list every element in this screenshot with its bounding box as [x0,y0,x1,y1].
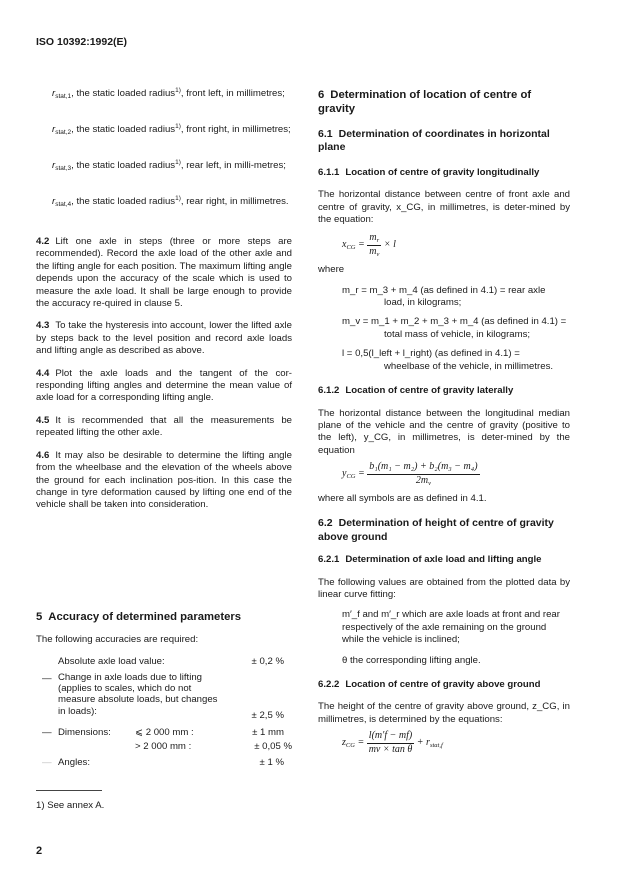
definition-item [36,88,292,124]
accuracy-value: ± 0,05 % [254,741,292,752]
eq-tail: + r [416,737,430,749]
eq-subscript: CG [346,473,356,481]
accuracy-table [36,656,292,776]
section-6-heading [318,88,570,116]
definition-item [36,196,292,232]
eq-numerator: b₁(m₁ − m₂) + b₂(m₃ − m₄) [367,461,479,474]
eq-equals: = [357,468,365,480]
list-item: m′_f and m′_r which are axle loads at front and rear respectively of the axle remaining on the ground while the vehicle is inclined; [342,609,560,646]
eq-symbol: m [369,232,377,244]
list-dash: — [42,673,52,684]
paragraph-text: To take the hysteresis into account, lower the lifted axle by steps back to the level position and record axle loads and lifting angle as described as above. [36,320,292,357]
eq-fraction [367,461,479,487]
def-symbol: r [52,124,56,135]
def-text: , rear left, in milli-metres; [180,160,286,171]
section-6-2-1-text: The following values are obtained from the plotted data by linear curve fitting: [318,576,570,600]
where-definition-cont: total mass of vehicle, in kilograms; [384,328,531,340]
def-text: , front left, in millimetres; [180,88,285,99]
def-subscript: stat,3 [55,165,72,172]
eq-numerator: l(m′f − mf) [367,730,415,743]
section-title: Determination of location of centre of gravity [318,89,532,115]
equation-zcg [318,730,570,756]
section-6-1-1-text: The horizontal distance between centre of front axle and centre of gravity, x_CG, in millimetres, is deter-mined by the equation: [318,189,570,226]
paragraph-4-2 [36,236,292,310]
section-6-1-heading [318,128,570,155]
eq-symbol: y [342,468,347,480]
where-definition: l = 0,5(l_left + l_right) (as defined in 4.1) = [342,348,520,360]
definition-item [36,124,292,160]
eq-subscript: CG [345,742,355,750]
def-text: , rear right, in millimetres. [180,196,289,207]
eq-subscript: v [428,479,431,487]
eq-subscript: stat,f [429,742,443,750]
section-number: 6 [318,89,325,101]
left-column [36,88,292,512]
section-title: Location of centre of gravity longitudinally [345,166,540,178]
paragraph-number: 4.4 [36,367,50,379]
section-number: 6.2.1 [318,554,340,566]
section-5 [36,610,292,646]
footnote: 1) See annex A. [36,800,105,811]
eq-denominator [367,475,479,487]
eq-equals: = [357,737,365,749]
section-6-1-2-after: where all symbols are as defined in 4.1. [318,492,487,504]
eq-fraction [367,232,381,258]
eq-symbol: z [342,737,346,749]
section-number: 6.2 [318,517,333,530]
eq-subscript: v [376,250,380,258]
def-text: , front right, in millimetres; [180,124,291,135]
eq-subscript: r [376,237,380,245]
footnote-ref: 1) [175,195,181,202]
paragraph-text: Lift one axle in steps (three or more steps are recommended). Record the axle load of the other axle and the lifting angle for each position. The maximum lifting angle depends upon the accuracy of the scale which is used to measure the axle load. It shall be large enough to provide the accuracy re-quired in clause 5. [36,236,292,310]
eq-subscript: CG [346,244,356,252]
paragraph-4-6 [36,450,292,512]
def-text: , the static loaded radius [71,124,176,135]
section-number: 5 [36,611,43,623]
accuracy-value: ± 2,5 % [251,710,284,721]
section-6-2-2-text: The height of the centre of gravity above ground, z_CG, in millimetres, is determined by the equations: [318,701,570,725]
section-5-heading [36,610,292,624]
section-6-1-1-heading [318,167,570,179]
section-title: Determination of coordinates in horizontal plane [318,128,550,154]
equation-ycg [318,461,570,487]
paragraph-number: 4.3 [36,320,50,332]
paragraph-4-4 [36,368,292,405]
paragraph-text: Plot the axle loads and the tangent of the cor-responding lifting angles and determine the mean value of axle load for a corresponding lifting angle. [36,367,292,404]
accuracy-value: ± 1 % [259,757,284,768]
accuracy-value: ± 1 mm [252,727,284,738]
footnote-rule [36,790,102,791]
accuracy-label: Change in axle loads due to lifting (applies to scales, which do not measure absolute loads, but changes in loads): [58,672,218,717]
paragraph-number: 4.2 [36,236,50,247]
def-subscript: stat,2 [55,129,72,136]
section-number: 6.1 [318,128,333,140]
eq-symbol: 2m [415,474,429,486]
def-symbol: r [52,196,56,207]
accuracy-label: Angles: [58,757,90,768]
def-text: , the static loaded radius [71,160,176,171]
where-definition: m_v = m_1 + m_2 + m_3 + m_4 (as defined in 4.1) = [342,316,567,328]
where-item [318,348,570,373]
section-6-1-2-text: The horizontal distance between the longitudinal median plane of the vehicle and the centre of gravity (positive to the left), y_CG, in millimetres, is deter-mined by the equation [318,407,570,456]
where-definition-cont: load, in kilograms; [384,297,462,309]
def-text: , the static loaded radius [71,88,176,99]
where-definition-cont: wheelbase of the vehicle, in millimetres. [384,360,554,372]
eq-fraction [367,730,415,756]
right-column [318,88,570,756]
where-item [318,316,570,341]
section-title: Determination of height of centre of gravity above ground [318,517,554,543]
definition-list [36,88,292,232]
paragraph-text: It may also be desirable to determine the lifting angle from the wheelbase and the elevation of the wheels above the ground for each inclination pos-ition. In this case the change in tyre deformation caused by lifting one end of the vehicle shall be taken into consideration. [36,449,292,511]
eq-equals: = [357,239,365,251]
section-number: 6.1.1 [318,166,340,178]
where-label: where [318,264,345,276]
eq-tail: × l [383,239,396,251]
section-title: Accuracy of determined parameters [48,611,242,623]
page-number: 2 [36,845,43,857]
section-number: 6.1.2 [318,385,340,397]
list-dash: — [42,727,52,738]
section-title: Determination of axle load and lifting angle [345,554,542,566]
footnote-ref: 1) [175,123,181,130]
paragraph-number: 4.6 [36,449,50,461]
where-definition: m_r = m_3 + m_4 (as defined in 4.1) = rear axle [342,284,546,296]
def-symbol: r [52,88,56,99]
eq-symbol: m [369,245,377,257]
paragraph-text: It is recommended that all the measurements be repeated lifting the other axle. [36,414,292,439]
accuracy-sublabel: > 2 000 mm : [135,741,192,752]
section-6-2-2-heading [318,679,570,691]
def-subscript: stat,4 [55,201,72,208]
section-title: Location of centre of gravity laterally [345,385,514,397]
eq-denominator [367,246,381,258]
document-header: ISO 10392:1992(E) [36,36,128,48]
footnote-ref: 1) [175,87,181,94]
def-text: , the static loaded radius [71,196,176,207]
accuracy-label: Absolute axle load value: [58,656,165,667]
section-number: 6.2.2 [318,679,340,690]
paragraph-4-3 [36,320,292,357]
section-title: Location of centre of gravity above ground [345,679,541,690]
section-5-intro: The following accuracies are required: [36,634,199,645]
def-symbol: r [52,160,56,171]
accuracy-value: ± 0,2 % [251,656,284,667]
paragraph-4-5 [36,415,292,440]
equation-xcg [318,232,570,258]
footnote-ref: 1) [175,159,181,166]
eq-denominator: mv × tan θ [368,743,413,755]
eq-numerator [367,232,381,245]
list-dash: — [42,757,52,768]
def-subscript: stat,1 [55,93,72,100]
section-6-1-2-heading [318,385,570,397]
definition-item [36,160,292,196]
where-item [318,285,570,310]
list-item: θ the corresponding lifting angle. [342,654,481,666]
accuracy-label: Dimensions: [58,727,111,738]
section-6-2-1-heading [318,554,570,566]
eq-symbol: x [342,239,347,251]
paragraph-number: 4.5 [36,414,50,426]
accuracy-sublabel: ⩽ 2 000 mm : [135,727,194,738]
section-6-2-heading [318,517,570,544]
